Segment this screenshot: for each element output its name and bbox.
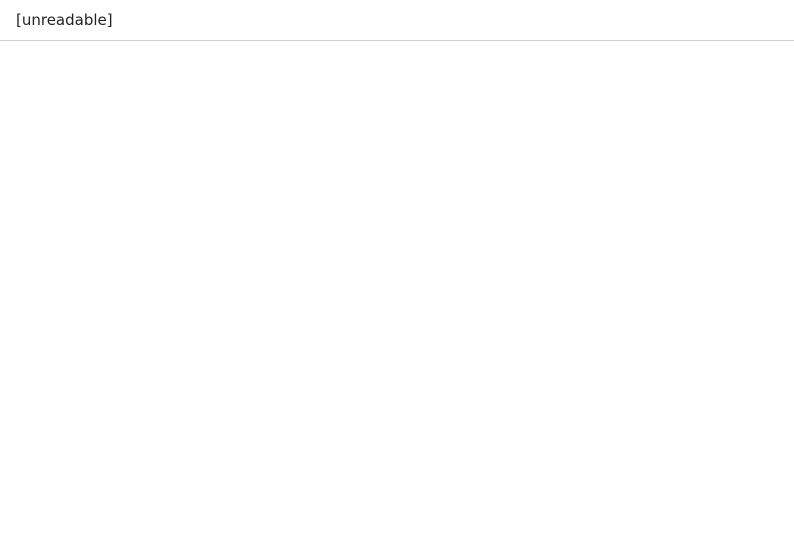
page-title: [unreadable] [16,11,113,29]
top-bar [0,0,794,41]
main-content [0,41,794,544]
